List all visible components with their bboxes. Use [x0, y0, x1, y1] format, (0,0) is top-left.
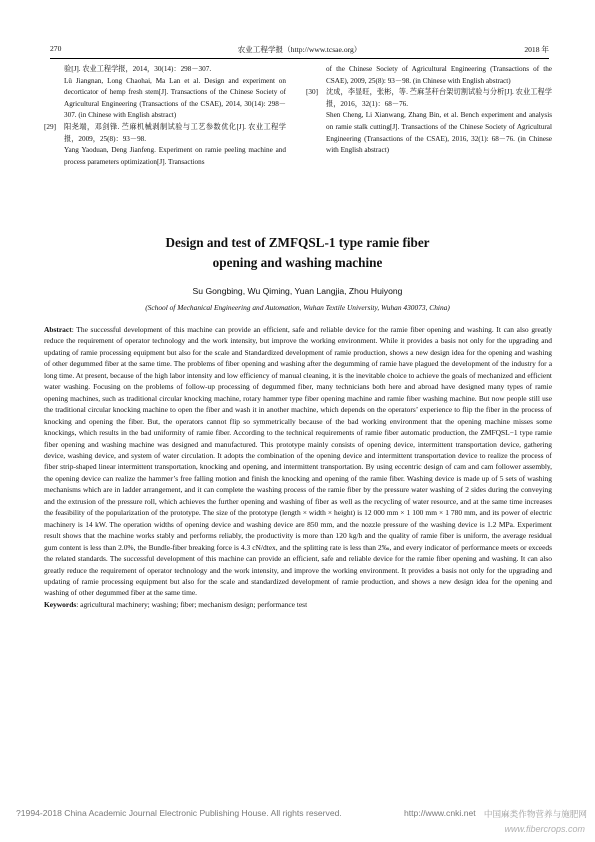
keywords-paragraph	[44, 599, 552, 610]
reference-text-en: Shen Cheng, Li Xianwang, Zhang Bin, et al. Bench experiment and analysis on ramie stalk cutting[J]. Transactions of the Chinese Society of Agricultural Engineering (Transactions of the CSAE), 2016, 32(1): 68－76. (in Chinese with English abstract)	[326, 111, 552, 155]
reference-text-en: Yang Yaoduan, Deng Jianfeng. Experiment on ramie peeling machine and process parameters optimization[J]. Transactions	[64, 146, 286, 166]
running-header	[50, 44, 549, 56]
reference-item	[306, 64, 552, 87]
abstract-label: Abstract	[44, 325, 72, 334]
keywords-text: : agricultural machinery; washing; fiber; mechanism design; performance test	[76, 599, 308, 609]
reference-item	[44, 64, 286, 122]
reference-number: [29]	[44, 122, 56, 131]
watermark-url: www.fibercrops.com	[504, 824, 585, 834]
abstract-section	[44, 324, 552, 610]
journal-name: 农业工程学报（http://www.tcsae.org）	[237, 45, 362, 54]
page-number: 270	[50, 44, 62, 53]
references-left-column	[44, 64, 286, 168]
reference-text-cn: 验[J]. 农业工程学报，2014，30(14)：298－307.	[64, 65, 212, 73]
references-right-column	[306, 64, 552, 157]
paper-title-line: Design and test of ZMFQSL-1 type ramie fiber	[165, 235, 430, 250]
author-list: Su Gongbing, Wu Qiming, Yuan Langjia, Zhou Huiyong	[192, 286, 403, 296]
abstract-paragraph	[44, 324, 552, 599]
reference-item	[306, 87, 552, 157]
reference-number: [30]	[306, 88, 318, 97]
reference-text-en: Lü Jiangnan, Long Chaohai, Ma Lan et al. Design and experiment on decorticator of hemp fresh stem[J]. Transactions of the Chinese Society of Agricultural Engineering (Transactions of the CSAE), 2014, 30(14): 298－307. (in Chinese with English abstract)	[64, 76, 286, 120]
reference-text-cn: 沈成，李显旺，张彬，等. 苎麻茎秆台架切割试验与分析[J]. 农业工程学报，2016，32(1)：68－76.	[326, 88, 552, 108]
keywords-label: Keywords	[44, 599, 77, 609]
reference-item	[44, 122, 286, 168]
copyright-notice: ?1994-2018 China Academic Journal Electronic Publishing House. All rights reserved.	[16, 808, 342, 818]
header-rule	[50, 58, 549, 59]
reference-text-en: of the Chinese Society of Agricultural Engineering (Transactions of the CSAE), 2009, 25(8): 93－98. (in Chinese with English abstract)	[326, 65, 552, 85]
header-year: 2018 年	[524, 45, 549, 54]
affiliation: (School of Mechanical Engineering and Automation, Wuhan Textile University, Wuhan 430073, China)	[145, 303, 450, 312]
abstract-text: : The successful development of this machine can provide an efficient, safe and reliable device for the ramie fiber opening and washing. It can also greatly reduce the requirement of operator technology and the work intensity, but improve the working environment. While it provides a basis not only for the upgrading and updating of ramie processing equipment but also for the scale and Standardized development of ramie production, shows a new design idea for the opening and washing of other degummed fiber at the same time. The problems of fiber opening and washing after the degumming of ramie have plagued the development of the industry for a long time. At present, because of the high labor intensity and low efficiency of manual cleaning, it is the inevitable choice to achieve the goals of mechanized and efficient water washing. Focusing on the problems of follow-up processing of degummed fiber, many technicians both here and abroad have designed many types of ramie opening machines, such as traditional circular knocking machine, rotary hammer type fiber opening machine and ramie fiber washing machine. But now people still use the traditional circular knocking machine to open the fiber and wash it in another machine, which depends on the operators’ experience to flip the fiber in the process of knocking and opening the fiber. But, the operators cannot flip so symmetrically because of the bad working environment that the opening machine misses some knockings, which results in the bad uniformity of ramie fiber. According to the technical requirements of ramie fiber automatic production, the ZMFQSL−1 type ramie fiber opening and washing machine was designed and manufactured. This prototype mainly consists of opening device, intermittent transportation device, gathering device, washing device, and system of water circulation. It adopts the combination of the opening device and intermittent transportation device to realize the process of fiber strip-shaped linear intermittent transportation, knocking and opening, and intermittent transportation. By using eccentric design of cam and cam follower assembly, the opening device can realize the hammer’s free falling motion and finish the knocking and opening of the ramie fiber. Washing device is made up of 5 sets of washing mechanisms which are in ladder arrangement, and it can complete the washing process of the ramie fiber by the pressure water washing of 2 sides during the conveying and the extrusion of the pressure roll, which achieves the further opening and washing of fiber as well as the recycling of water resource, and at the same time increases the feasibility of the popularization of the prototype. The size of the prototype (length × width × height) is 12 000 mm × 1 100 mm × 1 780 mm, and its power of electric machinery is 14 kW. The operation widths of opening device and washing device are 850 mm, and the nozzle pressure of the washing device is 1.2 MPa. Experiment result shows that the machine works stably and performs reliably, the productivity is more than 120 kg/h and the quality of ramie fiber is uniform, the average residual gum content is less than 2.0%, the Bundle-fiber breaking force is 4.3 cN/dtex, and the splitting rate is less than 2‰, and every indicator of performance meets or exceeds the related standards. The successful development of this machine can provide an efficient, safe and reliable device for the ramie fiber opening and washing. It can also greatly reduce the requirement of operator technology and the work intensity, and improve the working environment. It provides a basis not only for the upgrading and updating of ramie processing equipment but also for the scale and standardized development of ramie production, and shows a new design idea for the opening and washing of other degummed fiber at the same time.	[44, 325, 552, 598]
cnki-link[interactable]: http://www.cnki.net	[404, 808, 476, 818]
watermark-text: 中国麻类作物营养与施肥网	[483, 810, 587, 820]
paper-title	[60, 233, 535, 273]
reference-text-cn: 阳尧端，邓剑锋. 苎麻机械剥制试验与工艺参数优化[J]. 农业工程学报，2009，25(8)：93－98.	[64, 122, 286, 143]
paper-title-line: opening and washing machine	[212, 255, 383, 270]
